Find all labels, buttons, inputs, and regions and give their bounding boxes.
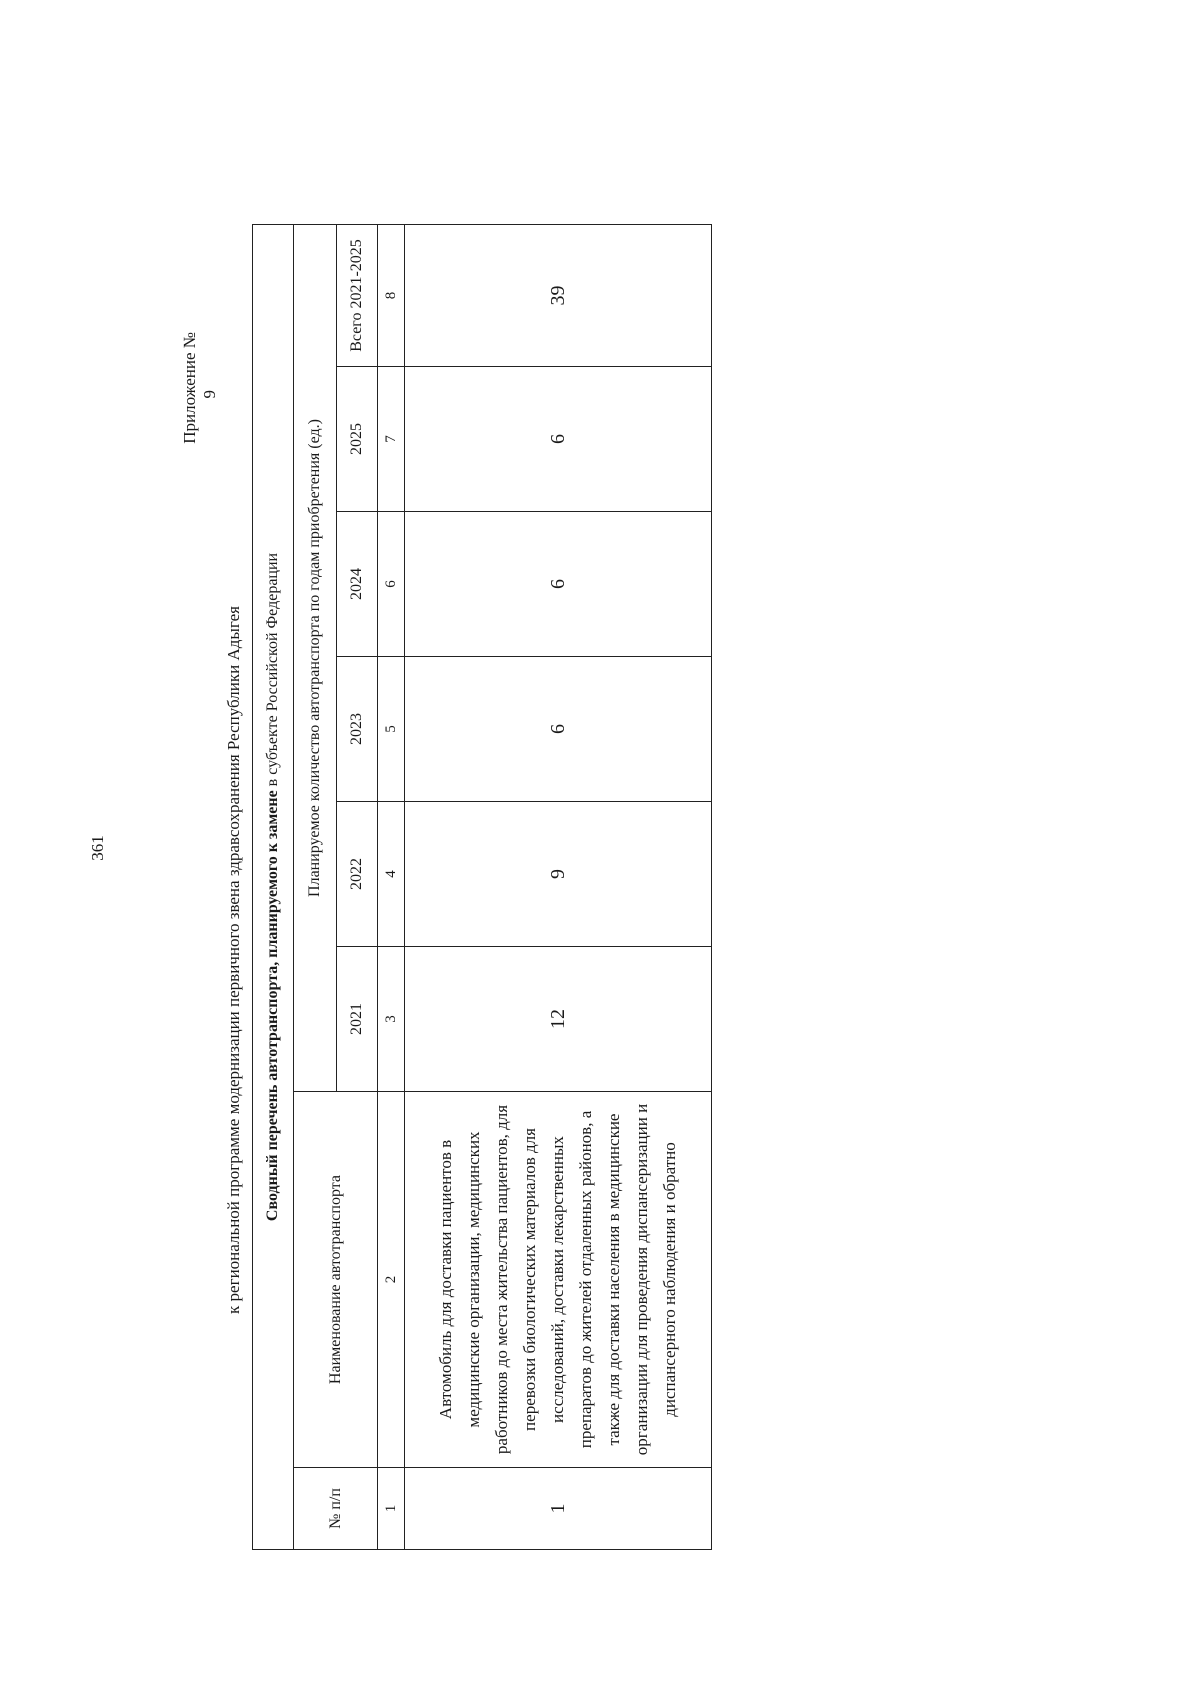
annex-number: 9 [200, 390, 219, 399]
rotated-page-content [180, 239, 780, 1610]
column-number: 7 [378, 367, 405, 512]
header-year-2025: 2025 [337, 367, 378, 512]
row-value-2025: 6 [405, 367, 712, 512]
page-number: 361 [88, 835, 107, 861]
column-number: 2 [378, 1092, 405, 1468]
column-number: 1 [378, 1468, 405, 1550]
header-year-2024: 2024 [337, 512, 378, 657]
document-subtitle: к региональной программе модернизации первичного звена здравсохранения Республики Адыгея [224, 606, 243, 1314]
header-total: Всего 2021-2025 [337, 224, 378, 366]
column-number: 6 [378, 512, 405, 657]
column-number: 8 [378, 224, 405, 366]
table-row [405, 224, 712, 1549]
header-year-2023: 2023 [337, 657, 378, 802]
header-num: № п/п [294, 1468, 378, 1550]
column-number: 3 [378, 947, 405, 1092]
header-year-2021: 2021 [337, 947, 378, 1092]
annex-header [180, 332, 220, 444]
table-title-rest: в субъекте Российской Федерации [264, 552, 281, 791]
table-title [253, 224, 294, 1549]
transport-table [252, 224, 712, 1550]
row-value-2021: 12 [405, 947, 712, 1092]
row-name: Автомобиль для доставки пациентов в медицинские организации, медицинских работников до места жительства пациентов, для перевозки биологических материалов для исследований, доставки лекарственных препаратов до жителей отдаленных районов, а также для доставки населения в медицинские организации для проведения диспансеризации и диспансерного наблюдения и обратно [405, 1092, 712, 1468]
column-number: 5 [378, 657, 405, 802]
header-group: Планируемое количество автотранспорта по годам приобретения (ед.) [294, 224, 337, 1091]
column-number: 4 [378, 802, 405, 947]
column-number-row [378, 224, 405, 1549]
row-value-2024: 6 [405, 512, 712, 657]
row-value-2022: 9 [405, 802, 712, 947]
header-year-2022: 2022 [337, 802, 378, 947]
row-num: 1 [405, 1468, 712, 1550]
annex-label: Приложение № [180, 332, 199, 444]
row-value-2023: 6 [405, 657, 712, 802]
header-name: Наименование автотранспорта [294, 1092, 378, 1468]
table-title-bold: Сводный перечень автотранспорта, планируемого к замене [264, 790, 281, 1222]
row-value-total: 39 [405, 224, 712, 366]
